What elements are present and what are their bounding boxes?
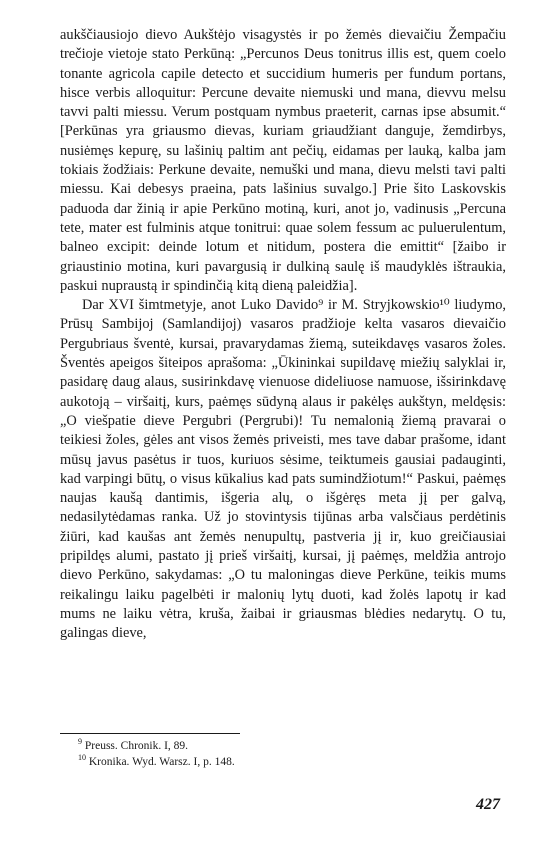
footnote-marker: 9	[78, 737, 82, 747]
book-page	[60, 26, 506, 846]
footnote-9	[78, 738, 235, 754]
footnote-text: Preuss. Chronik. I, 89.	[84, 740, 189, 752]
footnote-divider	[60, 733, 240, 734]
paragraph-1: aukščiausiojo dievo Aukštėjo visagystės ir po žemės dievaičiu Žempačiu trečioje vietoje stato Perkūną: „Percunos Deus tonitrus illis est, quem coelo tonante agricola capile detecto et succidium humeris per fundum portans, hisce verbis alloquitur: Percune devaite niemuski und mana, dievvu melsu tavvi palti miessu. Verum postquam nymbus praeterit, carnas ipse absumit.“ [Perkūnas yra griausmo dievas, kuriam griaudžiant danguje, žemdirbys, nusiėmęs kepurę, su lašinių paltim ant pečių, eidamas per lauką, kalba jam tokiais žodžiais: Perkune devaite, nemuški und mana, dievu melsti tavi palti miessu. Kai debesys praeina, pats lašinius suvalgo.] Prie šito Laskovskis paduoda dar žinią ir apie Perkūno motiną, kuri, anot jo, vadinusis „Percuna tete, mater est fulminis atque tonitrui: quae solem fessum ac puluerulentum, balneo excipit: deinde lotum et nitidum, postera die emittit“ [žaibo ir griaustinio motina, kuri pavargusią ir dulkiną saulę iš maudyklės ištraukia, paskui nupraustą ir spindinčią kitą dieną paleidžia].	[60, 27, 506, 294]
footnote-marker: 10	[78, 753, 86, 763]
footnote-text: Kronika. Wyd. Warsz. I, p. 148.	[88, 756, 235, 768]
paragraph-2: Dar XVI šimtmetyje, anot Luko Davido⁹ ir M. Stryjkowskio¹⁰ liudymo, Prūsų Sambijoj (Samlandijoj) vasaros pradžioje kelta vasaros dievaičio Pergubriaus šventė, kursai, pravarydamas žiemą, suteikdavęs vasaros žoles. Šventės apeigos šiteipos aprašoma: „Ūkininkai supildavę miežių salyklai ir, pasidarę daug alaus, susirinkdavę vienuose dideliuose namuose, išsirinkdavę aukotoją – viršaitį, kurs, paėmęs sūdyną alaus ir pakėlęs aukštyn, meldęsis: „O viešpatie dieve Pergubri (Pergrubi)! Tu nemalonią žiemą pravarai o teikiesi žoles, gėles ant visos žemės priveisti, mes tave dabar prašome, idant mūsų javus pasėtus ir tuos, kuriuos sėsime, teiktumeis gausiai padauginti, kad varpingi būtų, o visus kūkalius kad pats sumindžiotum!“ Paskui, paėmęs naujas kaušą dantimis, išgeria alų, o išgėręs meta jį per galvą, nedasilytėdamas ranka. Už jo stovintysis tijūnas arba valsčiaus perdėtinis žiūri, kad kaušas ant žemės nenupultų, pastveria jį ir, kuo greičiausiai pripildęs alumi, pastato jį prieš viršaitį, kursai, jį paėmęs, meldžia antrojo dievo Perkūno, sakydamas: „O tu maloningas dieve Perkūne, teikis mums reikalingu laiku pagelbėti ir malonių lytų duoti, kad žolės lapotų ir kad mums ne laiku vėtra, kruša, žaibai ir griausmas blėdies nedarytų. O tu, galingas dieve,	[60, 297, 506, 642]
body-text	[60, 26, 506, 644]
page-number: 427	[476, 796, 500, 813]
footnote-10	[78, 754, 235, 770]
footnotes	[78, 738, 235, 770]
